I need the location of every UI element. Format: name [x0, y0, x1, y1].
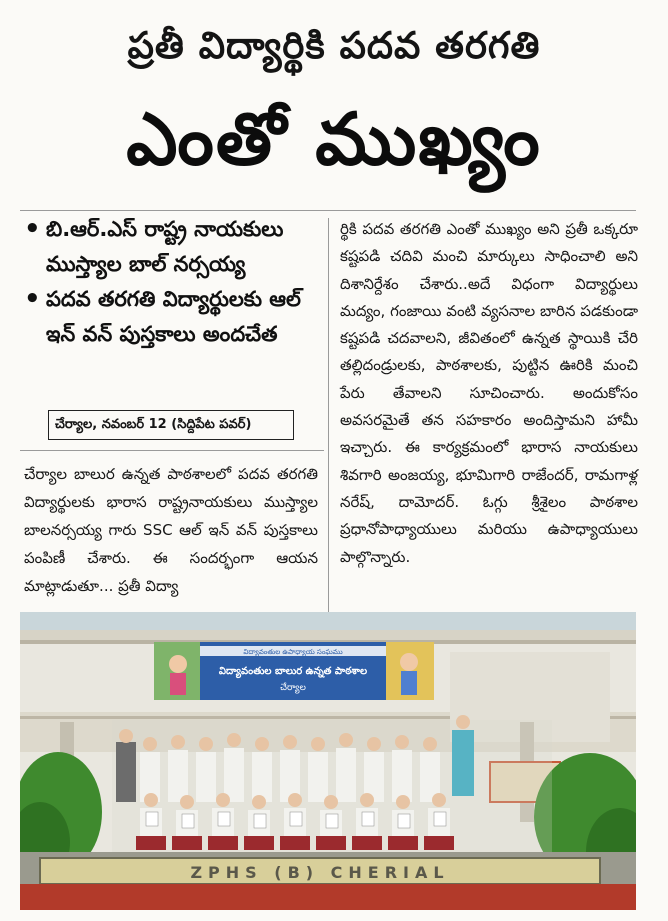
highlight-text: పదవ తరగతి విద్యార్థులకు ఆల్ ఇన్ వన్ పుస్తకాలు అందచేత	[46, 287, 301, 346]
highlight-item	[24, 212, 320, 282]
top-divider	[20, 210, 636, 211]
bullet-icon: •	[24, 284, 41, 314]
event-photo-drawing	[20, 612, 636, 910]
banner-title: విద్యావంతుల బాలుర ఉన్నత పాఠశాల	[218, 666, 368, 677]
ground-lettering: ZPHS (B) CHERIAL	[190, 863, 450, 882]
event-photo	[20, 612, 636, 910]
column-divider	[328, 218, 329, 612]
highlight-text: బి.ఆర్.ఎస్ రాష్ట్ర నాయకులు ముస్త్యాల బాల్ నర్సయ్య	[46, 217, 284, 276]
bullet-icon: •	[24, 214, 41, 244]
article-body-right: ర్థికి పదవ తరగతి ఎంతో ముఖ్యం అని ప్రతీ ఒక్కరూ కష్టపడి చదివి మంచి మార్కులు సాధించాలి అని దిశానిర్దేశం చేశారు..అదే విధంగా విద్యార్థులు మద్యం, గంజాయి వంటి వ్యసనాల బారిన పడకుండా కష్టపడి చదవాలని, జీవితంలో ఉన్నత స్థాయికి చేరి తల్లిదండ్రులకు, పాఠశాలకు, పుట్టిన ఊరికి మంచి పేరు తేవాలని సూచించారు. అందుకోసం అవసరమైతే తన సహకారం అందిస్తామని హామీ ఇచ్చారు. ఈ కార్యక్రమంలో భారాస నాయకులు శివగారి అంజయ్య, భూమిగారి రాజేందర్, రామగాళ్ల నరేష్, దామోదర్. ఓగ్గు శ్రీశైలం పాఠశాల ప్రధానోపాధ్యాయులు మరియు ఉపాధ్యాయులు పాల్గొన్నారు.	[340, 220, 638, 566]
banner-subtitle: విద్యావంతుల ఉపాధ్యాయ సంఘము	[243, 648, 343, 656]
headline-line1: ప్రతీ విద్యార్థికి పదవ తరగతి	[127, 24, 541, 67]
highlight-item	[24, 282, 320, 352]
banner-place: చేర్యాల	[280, 683, 306, 693]
dateline-divider	[20, 450, 324, 451]
dateline: చేర్యాల, నవంబర్ 12 (సిద్దిపేట పవర్)	[48, 410, 294, 440]
group-of-students	[112, 715, 552, 860]
article-body-left: చేర్యాల బాలుర ఉన్నత పాఠశాలలో పదవ తరగతి విద్యార్థులకు భారాస రాష్ట్రనాయకులు ముస్త్యాల బాలనర్సయ్య గారు SSC ఆల్ ఇన్ వన్ పుస్తకాలు పంపిణీ చేశారు. ఈ సందర్భంగా ఆయన మాట్లాడుతూ... ప్రతీ విద్యా	[24, 465, 318, 595]
headline-main: ఎంతో ముఖ్యం	[126, 97, 542, 181]
highlights-list	[24, 212, 320, 352]
